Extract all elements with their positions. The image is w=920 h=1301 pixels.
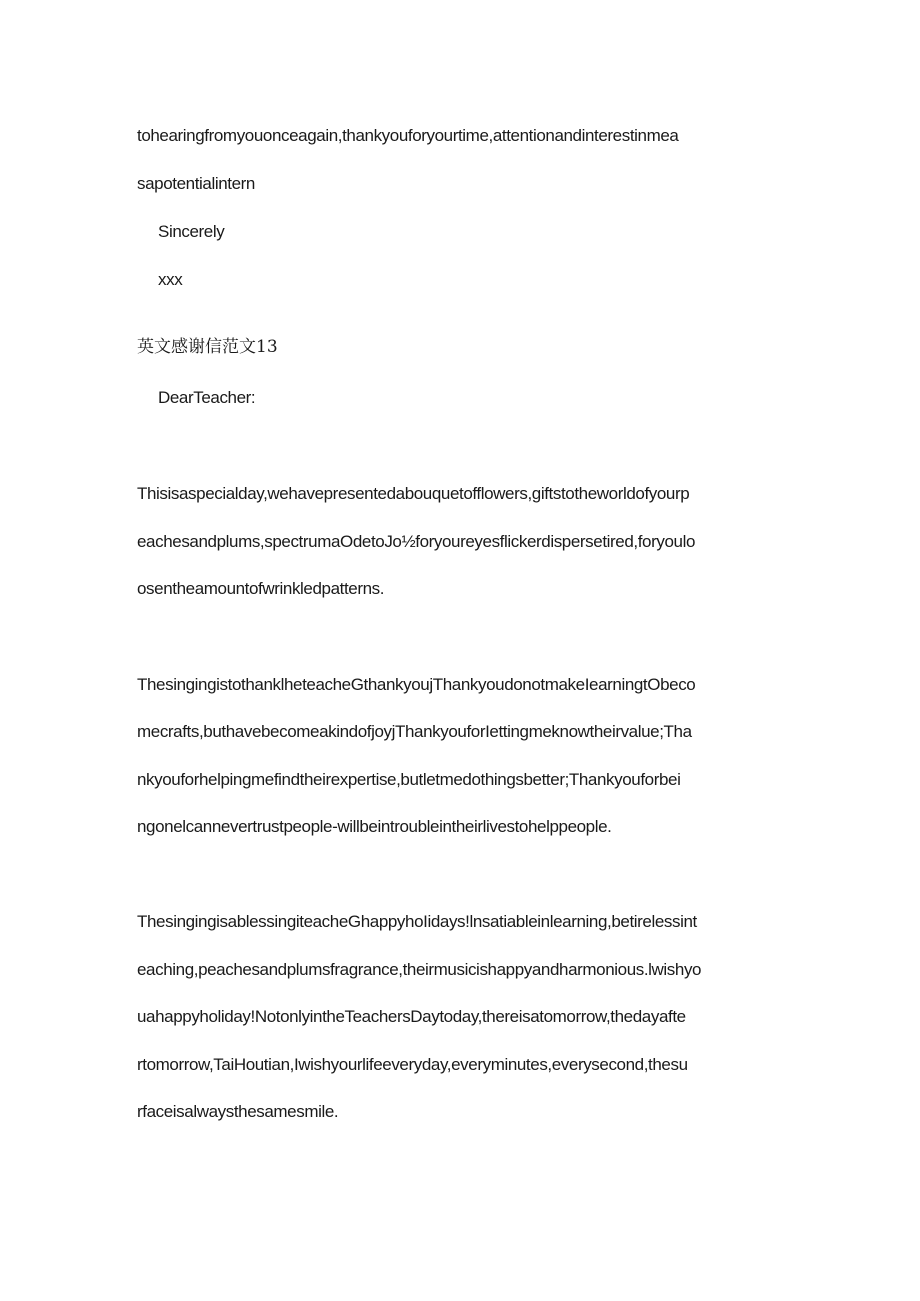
paragraph3-line-1: ThesingingisablessingiteacheGhappyhoIidays!lnsatiableinlearning,betirelessint: [137, 912, 697, 931]
intro-line-2: sapotentialintern: [137, 174, 255, 193]
paragraph3-line-4: rtomorrow,TaiHoutian,Iwishyourlifeeveryday,everyminutes,everysecond,thesu: [137, 1055, 688, 1074]
paragraph2-line-2: mecrafts,buthavebecomeakindofjoyjThankyouforIettingmeknowtheirvalue;Tha: [137, 722, 692, 741]
paragraph1-line-2: eachesandplums,spectrumaOdetoJo½foryoureyesflickerdispersetired,foryoulo: [137, 532, 695, 551]
closing: Sincerely: [158, 222, 225, 241]
paragraph2-line-4: ngonelcannevertrustpeople-willbeintroubleintheirlivestohelppeople.: [137, 817, 612, 836]
paragraph3-line-5: rfaceisalwaysthesamesmile.: [137, 1102, 339, 1121]
paragraph3-line-3: uahappyholiday!NotonlyintheTeachersDaytoday,thereisatomorrow,thedayafte: [137, 1007, 686, 1026]
salutation: DearTeacher:: [158, 388, 256, 407]
paragraph1-line-1: Thisisaspecialday,wehavepresentedabouquetofflowers,giftstotheworldofyourp: [137, 484, 690, 503]
signature: xxx: [158, 270, 183, 289]
paragraph2-line-3: nkyouforhelpingmefindtheirexpertise,butletmedothingsbetter;Thankyouforbei: [137, 770, 681, 789]
paragraph1-line-3: osentheamountofwrinkledpatterns.: [137, 579, 385, 598]
paragraph2-line-1: ThesingingistothanklheteacheGthankyoujThankyoudonotmakeIearningtObeco: [137, 675, 696, 694]
intro-line-1: tohearingfromyouonceagain,thankyouforyourtime,attentionandinterestinmea: [137, 126, 679, 145]
section-title: 英文感谢信范文13: [137, 337, 278, 357]
paragraph3-line-2: eaching,peachesandplumsfragrance,theirmusicishappyandharmonious.lwishyo: [137, 960, 702, 979]
